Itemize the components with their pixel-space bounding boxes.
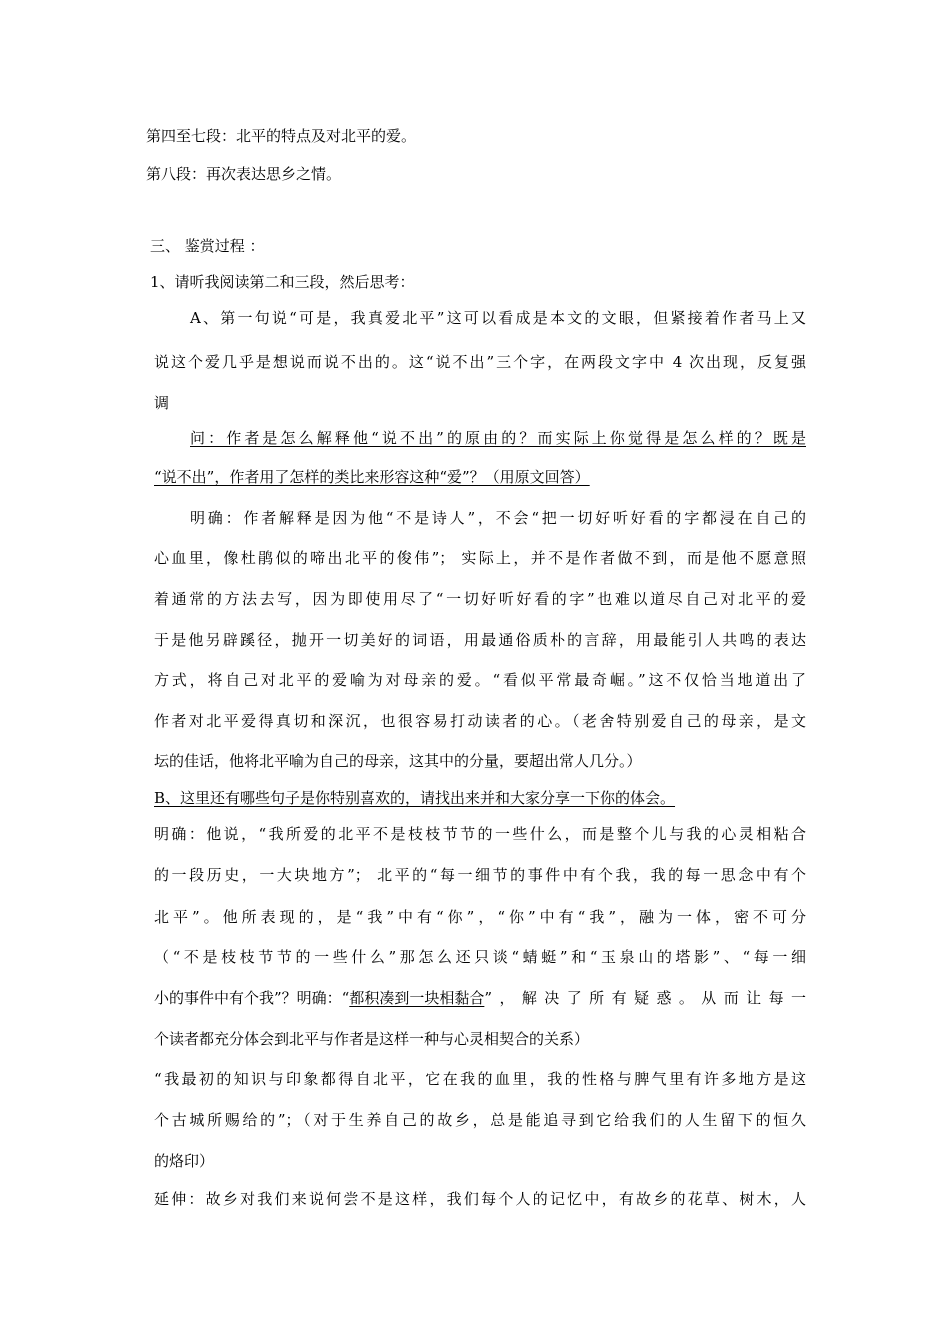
paragraph-a-line: 调	[154, 394, 170, 412]
answer-2-text: 小的事件中有个我”？明确：“	[154, 989, 350, 1007]
question-b: B、这里还有哪些句子是你特别喜欢的，请找出来并和大家分享一下你的体会。	[154, 789, 676, 807]
answer-2-line: 个读者都充分体会到北平与作者是这样一种与心灵相契合的关系）	[154, 1030, 590, 1048]
answer-1-line: 方式，将自己对北平的爱喻为对母亲的爱。“看似平常最奇崛。”这不仅恰当地道出了	[154, 671, 806, 689]
answer-2-text: ”，解决了所有疑惑。从而让每一	[484, 989, 806, 1007]
outline-part4to7: 第四至七段：北平的特点及对北平的爱。	[146, 127, 417, 145]
answer-2-line: 的一段历史，一大块地方”； 北平的“每一细节的事件中有个我，我的每一思念中有个	[154, 866, 806, 884]
quote-line: 个古城所赐给的”；（对于生养自己的故乡，总是能追寻到它给我们的人生留下的恒久	[154, 1111, 806, 1129]
answer-1-line: 着通常的方法去写，因为即使用尽了“一切好听好看的字”也难以道尽自己对北平的爱	[154, 590, 806, 608]
answer-2-line: 明确：他说，“我所爱的北平不是枝枝节节的一些什么，而是整个儿与我的心灵相粘合	[154, 825, 806, 843]
underlined-phrase: 都积凑到一块相黏合	[349, 989, 485, 1007]
answer-1-line: 心血里，像杜鹃似的啼出北平的俊伟”； 实际上，并不是作者做不到，而是他不愿意照	[154, 549, 806, 567]
extension-line: 延伸：故乡对我们来说何尝不是这样，我们每个人的记忆中，有故乡的花草、树木，人	[154, 1190, 806, 1208]
section-heading: 三、 鉴赏过程 ：	[150, 237, 265, 255]
answer-1-line: 作者对北平爱得真切和深沉，也很容易打动读者的心。（老舍特别爱自己的母亲，是文	[154, 712, 806, 730]
question-ask-line: “说不出”，作者用了怎样的类比来形容这种“爱”？（用原文回答）	[154, 468, 590, 486]
answer-1-line: 坛的佳话，他将北平喻为自己的母亲，这其中的分量，要超出常人几分。）	[154, 752, 642, 770]
answer-2-line: （“不是枝枝节节的一些什么”那怎么还只谈“蜻蜓”和“玉泉山的塔影”、“每一细	[154, 948, 806, 966]
answer-1-line: 于是他另辟蹊径，抛开一切美好的词语，用最通俗质朴的言辞，用最能引人共鸣的表达	[154, 631, 806, 649]
paragraph-a-line: 说这个爱几乎是想说而说不出的。这“说不出”三个字，在两段文字中 4 次出现，反复强	[154, 353, 806, 371]
answer-2-line	[154, 988, 806, 1008]
paragraph-a-line: A、第一句说“可是，我真爱北平”这可以看成是本文的文眼，但紧接着作者马上又	[190, 309, 806, 327]
quote-line: 的烙印）	[154, 1152, 215, 1170]
question-1: 1、请听我阅读第二和三段，然后思考：	[150, 273, 415, 291]
outline-part8: 第八段：再次表达思乡之情。	[146, 165, 342, 183]
question-ask-line: 问：作者是怎么解释他“说不出”的原由的？而实际上你觉得是怎么样的？既是	[190, 429, 806, 447]
answer-1-line: 明确：作者解释是因为他“不是诗人”，不会“把一切好听好看的字都浸在自己的	[190, 509, 806, 527]
quote-line: “我最初的知识与印象都得自北平，它在我的血里，我的性格与脾气里有许多地方是这	[154, 1070, 806, 1088]
answer-2-line: 北平”。他所表现的，是“我”中有“你”，“你”中有“我”，融为一体，密不可分	[154, 908, 806, 926]
